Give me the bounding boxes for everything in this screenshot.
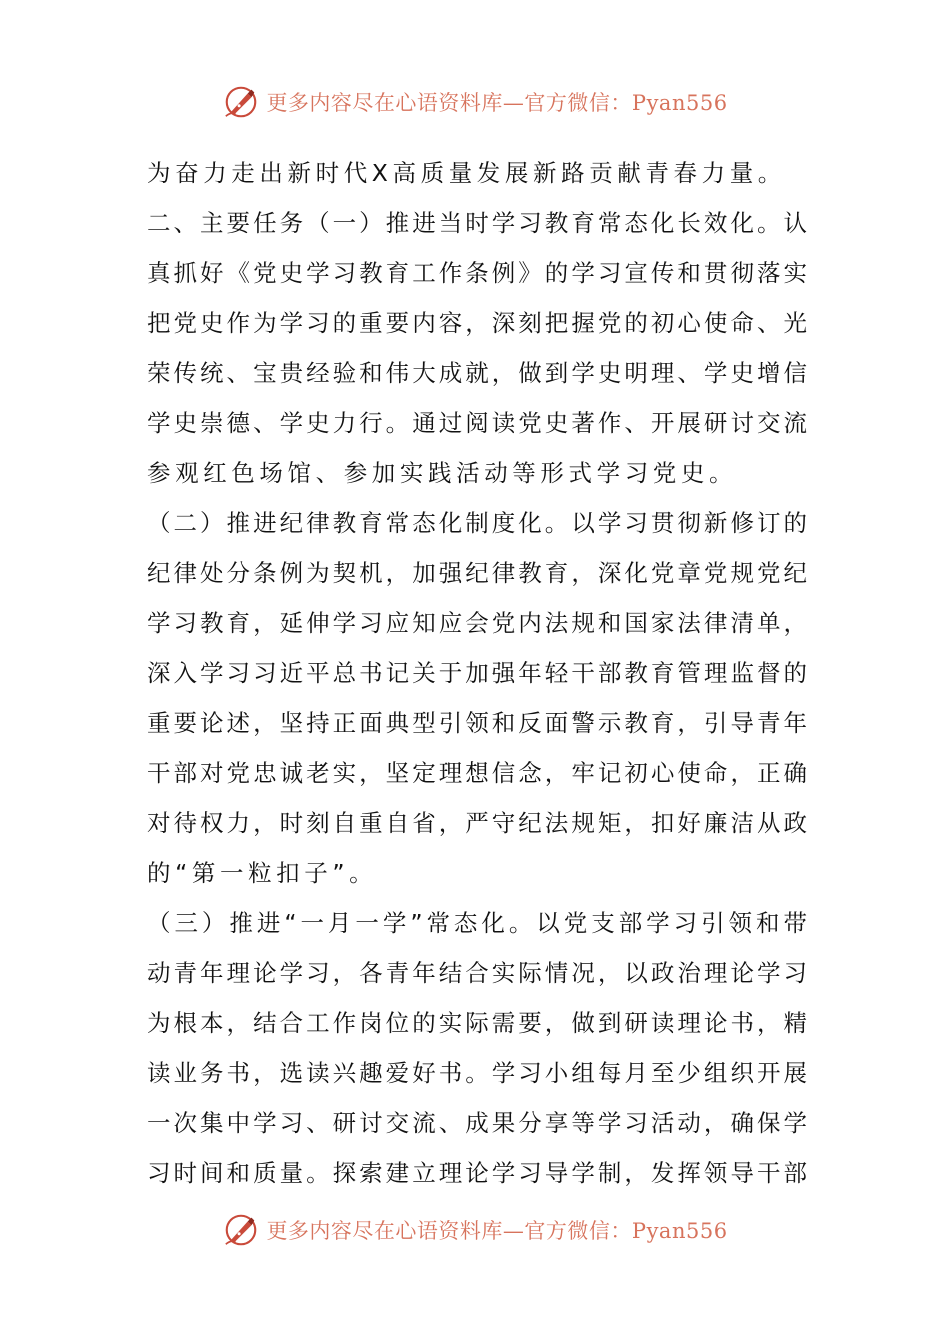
text-line: 习时间和质量。探索建立理论学习导学制，发挥领导干部 [147,1159,807,1187]
text-line: 参观红色场馆、参加实践活动等形式学习党史。 [147,459,738,487]
text-line: 二、主要任务（一）推进当时学习教育常态化长效化。认 [147,209,807,237]
footer-watermark-banner [0,1208,950,1252]
text-line: 重要论述，坚持正面典型引领和反面警示教育，引导青年 [147,709,807,737]
text-line: （二）推进纪律教育常态化制度化。以学习贯彻新修订的 [147,509,807,537]
text-line: 动青年理论学习，各青年结合实际情况，以政治理论学习 [147,959,807,987]
text-line: 为根本，结合工作岗位的实际需要，做到研读理论书，精 [147,1009,807,1037]
pen-nib-logo-icon [222,1211,260,1249]
text-line: 一次集中学习、研讨交流、成果分享等学习活动，确保学 [147,1109,807,1137]
text-line: 纪律处分条例为契机，加强纪律教育，深化党章党规党纪 [147,559,807,587]
text-line: 真抓好《党史学习教育工作条例》的学习宣传和贯彻落实 [147,259,807,287]
text-line: 把党史作为学习的重要内容，深刻把握党的初心使命、光 [147,309,807,337]
header-watermark-banner [0,80,950,124]
text-line: 干部对党忠诚老实，坚定理想信念，牢记初心使命，正确 [147,759,807,787]
document-body [147,148,807,1198]
pen-nib-logo-icon [222,83,260,121]
text-line: 对待权力，时刻自重自省，严守纪法规矩，扣好廉洁从政 [147,809,807,837]
text-line: 的“第一粒扣子”。 [147,859,378,887]
text-line: 为奋力走出新时代X高质量发展新路贡献青春力量。 [147,159,786,187]
text-line: 学史崇德、学史力行。通过阅读党史著作、开展研讨交流 [147,409,807,437]
text-line: （三）推进“一月一学”常态化。以党支部学习引领和带 [147,909,807,937]
text-line: 读业务书，选读兴趣爱好书。学习小组每月至少组织开展 [147,1059,807,1087]
text-line: 荣传统、宝贵经验和伟大成就，做到学史明理、学史增信 [147,359,807,387]
text-line: 深入学习习近平总书记关于加强年轻干部教育管理监督的 [147,659,807,687]
watermark-text: 更多内容尽在心语资料库—官方微信：Pyan556 [266,91,728,115]
text-line: 学习教育，延伸学习应知应会党内法规和国家法律清单， [147,609,807,637]
watermark-text: 更多内容尽在心语资料库—官方微信：Pyan556 [266,1219,728,1243]
